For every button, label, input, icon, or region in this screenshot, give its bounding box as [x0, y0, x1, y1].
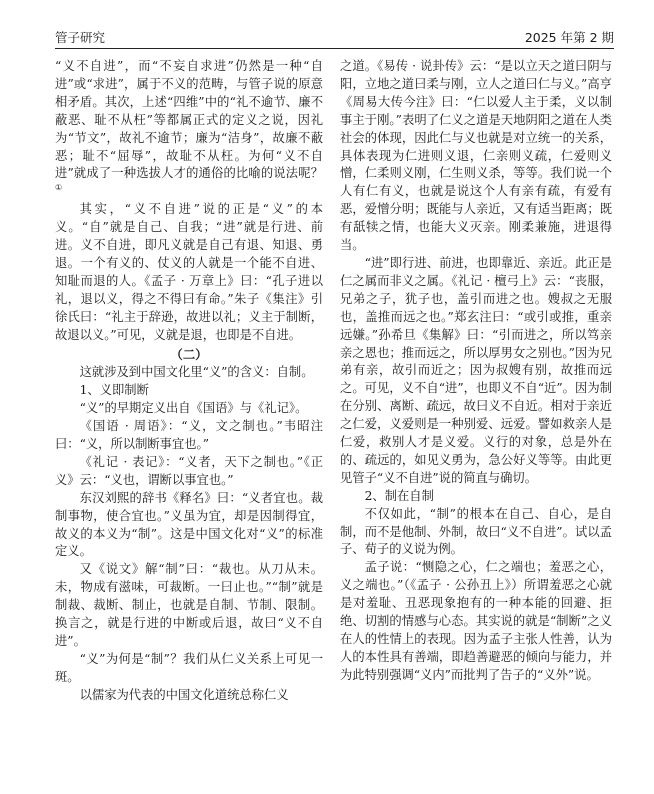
paragraph	[340, 488, 612, 506]
paragraph-text: 不仅如此，“制”的根本在自己、自心，是自制，而不是他制、外制，故曰“义不自进”。试以孟子、荀子的义说为例。	[340, 506, 612, 557]
paragraph	[55, 561, 323, 651]
paragraph-text: 2、制在自制	[364, 488, 434, 503]
paragraph	[340, 506, 612, 560]
paragraph-text: 其实，“义不自进”说的正是“义”的本义。“自”就是自己、自我；“进”就是行进、前进。义不自进，即凡义就是自己有退、知退、勇退。一个有义的、仗义的人就是一个能不自进、知耻而退的人。《孟子 · 万章上》曰：“孔子进以礼，退以义，得之不得曰有命。”朱子《集注》引徐氏曰：“礼主于辞逊，故进以礼；义主于制断，故退以义。”可见，义就是退，也即是不自进。	[55, 202, 323, 342]
header-divider	[55, 48, 614, 49]
paragraph-text: 1、义即制断	[79, 383, 149, 398]
paragraph-text: “进”即行进、前进，也即靠近、亲近。此正是仁之属而非义之属。《礼记 · 檀弓上》云：“丧服，兄弟之子，犹子也，盖引而进之也。嫂叔之无服也，盖推而远之也。”郑玄注曰：“或引或推，重亲远嫌。”孙希旦《集解》曰：“引而进之，所以笃亲亲之恩也；推而远之，所以厚男女之别也。”因为兄弟有亲，故引而近之；因为叔嫂有别，故推而远之。可见，义不自“进”，也即义不自“近”。因为制在分别、离断、疏远，故曰义不自近。相对于亲近之仁爱，义爱则是一种别爱、远爱。譬如救亲人是仁爱，救别人才是义爱。义行的对象，总是外在的、疏远的，如见义勇为，急公好义等等。由此更见管子“义不自进”说的简直与确切。	[340, 255, 612, 485]
paragraph	[55, 651, 323, 687]
paragraph-text: 这就涉及到中国文化里“义”的含义：自制。	[79, 365, 314, 380]
paragraph	[55, 382, 323, 400]
paragraph-text: 东汉刘熙的辞书《释名》曰：“义者宜也。裁制事物，使合宜也。”义虽为宜，却是因制得宜，故义的本义为“制”。这是中国文化对“义”的标准定义。	[55, 490, 323, 559]
paragraph-text: “义”的早期定义出自《国语》与《礼记》。	[79, 401, 308, 416]
paragraph-text: 之道。《易传 · 说卦传》云：“是以立天之道曰阴与阳，立地之道曰柔与刚，立人之道曰仁与义。”高亨《周易大传今注》曰：“仁以爱人主于柔，义以制事主于刚。”表明了仁义之道是天地阴阳之道在人类社会的体现，因此仁与义也就是对立统一的关系，具体表现为仁进则义退，仁亲则义疏，仁爱则义憎，仁柔则义刚，仁生则义杀，等等。我们说一个人有仁有义，也就是说这个人有亲有疏，有爱有恶，爱憎分明；既能与人亲近，又有适当距离；既有舐犊之情，也能大义灭亲。刚柔兼施，进退得当。	[340, 59, 612, 253]
issue-number: 2025 年第 2 期	[524, 30, 614, 45]
paragraph	[340, 255, 612, 488]
paragraph	[55, 58, 323, 201]
paragraph	[55, 454, 323, 490]
running-header	[55, 24, 614, 46]
journal-title: 管子研究	[55, 30, 106, 45]
paragraph	[55, 201, 323, 344]
paragraph-text: 《礼记 · 表记》：“义者，天下之制也。”《正义》云：“义也，谓断以事宜也。”	[55, 454, 323, 487]
paragraph	[55, 364, 323, 382]
right-text-column	[340, 58, 612, 788]
paragraph-text: 又《说文》解“制”曰：“裁也。从刀从未。未，物成有滋味，可裁断。一曰止也。”“制”就是制裁、裁断、制止，也就是自制、节制、限制。换言之，就是行进的中断或后退，故曰“义不自进”。	[55, 562, 323, 648]
paragraph	[340, 559, 612, 684]
paragraph-text: “义”为何是“制”？我们从仁义关系上可见一斑。	[55, 651, 323, 684]
paragraph	[55, 490, 323, 562]
section-heading	[55, 346, 323, 364]
paragraph	[55, 687, 323, 705]
paragraph	[340, 58, 612, 255]
paragraph-text: （二）	[170, 346, 208, 362]
paragraph-text: 《国语 · 周语》：“义，文之制也。”韦昭注曰：“义，所以制断事宜也。”	[55, 419, 323, 452]
paragraph-text: 以儒家为代表的中国文化道统总称仁义	[79, 687, 289, 702]
paragraph	[55, 400, 323, 418]
paragraph-text: 孟子说：“恻隐之心，仁之端也；羞恶之心，义之端也。”（《孟子 · 公孙丑上》）所谓羞恶之心就是对羞耻、丑恶现象抱有的一种本能的回避、拒绝、切割的情感与心态。其实说的就是“制断”之义在人的性情上的表现。因为孟子主张人性善，认为人的本性具有善端，即趋善避恶的倾向与能力，并为此特别强调“义内”而批判了告子的“义外”说。	[340, 560, 612, 682]
footnote-marker: ①	[55, 183, 63, 193]
paragraph-text: “义不自进”，而“不妄自求进”仍然是一种“自进”或“求进”，属于不义的范畴，与管子说的原意相矛盾。其次，上述“四维”中的“礼不逾节、廉不蔽恶、耻不从枉”等都属正式的定义之说，因礼为“节文”，故礼不逾节；廉为“洁身”，故廉不蔽恶；耻不“屈辱”，故耻不从枉。为何“义不自进”就成了一种选拔人才的通俗的比喻的说法呢？	[55, 59, 323, 181]
paragraph	[55, 418, 323, 454]
left-text-column	[55, 58, 323, 788]
